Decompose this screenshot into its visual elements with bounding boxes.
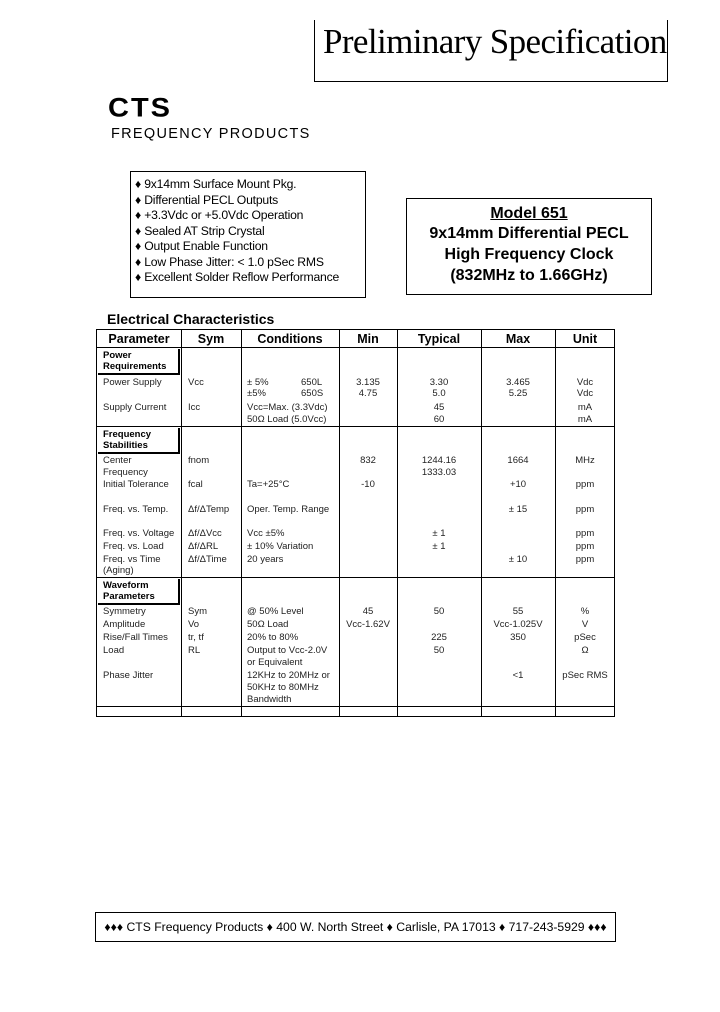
cell: ppm: [575, 554, 595, 565]
cell: ppm: [575, 479, 595, 490]
cell: 20 years: [247, 554, 284, 565]
cell: ± 15: [508, 504, 528, 515]
cell: Vcc ±5%: [247, 528, 285, 539]
section-frequency-stabilities: Frequency Stabilities: [98, 428, 180, 454]
cell: 5.25: [508, 388, 528, 399]
cell: 50Ω Load (5.0Vcc): [247, 414, 327, 425]
cell: ± 1: [432, 528, 446, 539]
cell: ±5%: [247, 388, 266, 399]
cell: 50: [433, 645, 445, 656]
cell: Vdc: [576, 388, 594, 399]
cell: 50: [433, 606, 445, 617]
cell: fnom: [188, 455, 210, 466]
cell: Δf/ΔTemp: [188, 504, 230, 515]
cell: 1664: [507, 455, 529, 466]
cell: 4.75: [358, 388, 378, 399]
header-sym: Sym: [197, 332, 225, 346]
feature-item: ♦ Excellent Solder Reflow Performance: [135, 270, 340, 284]
cell: Icc: [188, 402, 201, 413]
feature-item: ♦ 9x14mm Surface Mount Pkg.: [135, 177, 297, 191]
section-waveform-parameters: Waveform Parameters: [98, 579, 180, 605]
cell: Vcc-1.62V: [346, 619, 390, 630]
cell: Freq. vs. Temp.: [103, 504, 169, 515]
model-name: Model 651: [490, 205, 568, 222]
features-box: [130, 171, 366, 298]
electrical-characteristics-table: [96, 329, 615, 717]
cell: Amplitude: [103, 619, 146, 630]
cell: Vdc: [576, 377, 594, 388]
cell: -10: [361, 479, 375, 490]
cell: 55: [512, 606, 524, 617]
cell: pSec: [574, 632, 596, 643]
cell: 50KHz to 80MHz: [247, 682, 319, 693]
feature-item: ♦ Sealed AT Strip Crystal: [135, 224, 265, 238]
cell: Supply Current: [103, 402, 167, 413]
cell: 12KHz to 20MHz or: [247, 670, 330, 681]
cell: (Aging): [103, 565, 134, 576]
cell: 3.465: [506, 377, 530, 388]
cell: MHz: [575, 455, 595, 466]
cell: Sym: [188, 606, 207, 617]
cell: Rise/Fall Times: [103, 632, 168, 643]
cell: 20% to 80%: [247, 632, 299, 643]
header-parameter: Parameter: [108, 332, 170, 346]
cell: Δf/ΔVcc: [188, 528, 222, 539]
cell: ppm: [575, 541, 595, 552]
cell: 225: [431, 632, 447, 643]
cell: Vo: [188, 619, 200, 630]
cell: %: [580, 606, 590, 617]
cell: Output to Vcc-2.0V: [247, 645, 328, 656]
cell: mA: [577, 402, 593, 413]
cell: ± 10% Variation: [247, 541, 314, 552]
preliminary-spec-box: [314, 20, 668, 82]
model-box: [406, 198, 652, 295]
cell: Phase Jitter: [103, 670, 154, 681]
feature-item: ♦ Output Enable Function: [135, 239, 268, 253]
header-typical: Typical: [417, 332, 461, 346]
cell: ± 1: [432, 541, 446, 552]
feature-item: ♦ +3.3Vdc or +5.0Vdc Operation: [135, 208, 304, 222]
cell: 50Ω Load: [247, 619, 289, 630]
cell: 650L: [301, 377, 323, 388]
model-line-3: (832MHz to 1.66GHz): [450, 267, 608, 284]
cell: mA: [577, 414, 593, 425]
cell: ± 10: [508, 554, 528, 565]
feature-item: ♦ Low Phase Jitter: < 1.0 pSec RMS: [135, 255, 324, 269]
model-line-1: 9x14mm Differential PECL: [429, 225, 629, 242]
preliminary-title: Preliminary Specification: [323, 22, 667, 61]
cell: Ω: [581, 645, 589, 656]
feature-item: ♦ Differential PECL Outputs: [135, 193, 279, 207]
cell: 3.135: [356, 377, 380, 388]
cell: Load: [103, 645, 125, 656]
cell: pSec RMS: [562, 670, 608, 681]
cell: Δf/ΔTime: [188, 554, 227, 565]
cell: Freq. vs. Load: [103, 541, 164, 552]
cell: Power Supply: [103, 377, 162, 388]
cell: 60: [433, 414, 445, 425]
cell: ppm: [575, 504, 595, 515]
cell: Vcc: [188, 377, 204, 388]
cell: 45: [433, 402, 445, 413]
header-max: Max: [505, 332, 531, 346]
model-line-2: High Frequency Clock: [444, 246, 614, 263]
cell: Freq. vs Time: [103, 554, 161, 565]
cell: Δf/ΔRL: [188, 541, 219, 552]
cell: ± 5%: [247, 377, 269, 388]
cell: +10: [509, 479, 527, 490]
section-power-requirements: Power Requirements: [98, 349, 180, 375]
cell: Bandwidth: [247, 694, 292, 705]
cell: Ta=+25°C: [247, 479, 290, 490]
cell: Vcc=Max. (3.3Vdc): [247, 402, 328, 413]
cell: 650S: [301, 388, 324, 399]
logo-subtitle: FREQUENCY PRODUCTS: [111, 126, 311, 142]
cell: RL: [188, 645, 201, 656]
cell: Initial Tolerance: [103, 479, 169, 490]
cell: 350: [510, 632, 526, 643]
cts-logo: CTS: [108, 93, 172, 123]
cell: <1: [512, 670, 524, 681]
cell: tr, tf: [188, 632, 204, 643]
header-unit: Unit: [572, 332, 598, 346]
cell: V: [581, 619, 589, 630]
cell: Center: [103, 455, 132, 466]
cell: 1244.16: [421, 455, 457, 466]
cell: 5.0: [432, 388, 446, 399]
cell: Frequency: [103, 467, 148, 478]
electrical-characteristics-title: Electrical Characteristics: [107, 311, 275, 327]
cell: 832: [360, 455, 376, 466]
cell: Freq. vs. Voltage: [103, 528, 175, 539]
header-min: Min: [357, 332, 379, 346]
cell: ppm: [575, 528, 595, 539]
cell: @ 50% Level: [247, 606, 304, 617]
header-conditions: Conditions: [257, 332, 323, 346]
cell: Symmetry: [103, 606, 146, 617]
cell: fcal: [188, 479, 203, 490]
cell: or Equivalent: [247, 657, 303, 668]
cell: 45: [362, 606, 374, 617]
footer-address: ♦♦♦ CTS Frequency Products ♦ 400 W. North Street ♦ Carlisle, PA 17013 ♦ 717-243-5929 ♦♦♦: [95, 912, 616, 942]
cell: 3.30: [429, 377, 449, 388]
cell: 1333.03: [421, 467, 457, 478]
cell: Vcc-1.025V: [493, 619, 543, 630]
cell: Oper. Temp. Range: [247, 504, 330, 515]
